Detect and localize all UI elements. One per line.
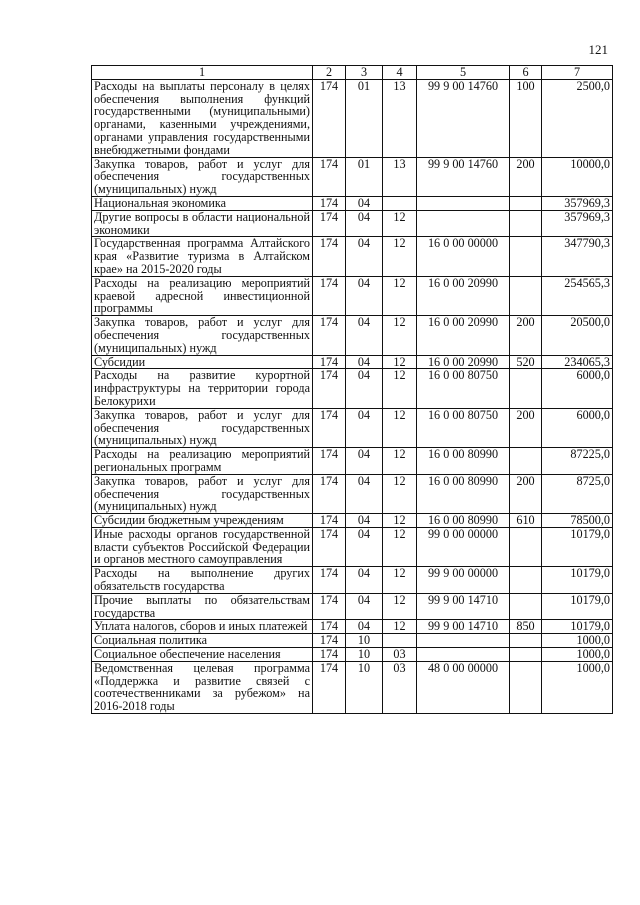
ministry-code-cell: 174: [313, 661, 346, 713]
section-code-cell: 04: [346, 514, 383, 528]
amount-cell: 357969,3: [542, 196, 613, 210]
target-item-code-cell: 16 0 00 80990: [417, 448, 510, 475]
row-name-cell: Субсидии бюджетным учреждениям: [92, 514, 313, 528]
subsection-code-cell: 13: [383, 157, 417, 196]
target-item-code-cell: 16 0 00 20990: [417, 276, 510, 315]
amount-cell: 357969,3: [542, 210, 613, 237]
amount-cell: 1000,0: [542, 661, 613, 713]
section-code-cell: 04: [346, 210, 383, 237]
row-name-cell: Социальное обеспечение населения: [92, 648, 313, 662]
amount-cell: 6000,0: [542, 369, 613, 408]
table-row: [92, 527, 613, 566]
table-row: [92, 448, 613, 475]
subsection-code-cell: 12: [383, 527, 417, 566]
expense-type-code-cell: [510, 369, 542, 408]
target-item-code-cell: 99 9 00 14710: [417, 593, 510, 620]
expense-type-code-cell: [510, 567, 542, 594]
column-header: 2: [313, 66, 346, 80]
ministry-code-cell: 174: [313, 196, 346, 210]
ministry-code-cell: 174: [313, 527, 346, 566]
section-code-cell: 04: [346, 474, 383, 513]
amount-cell: 10179,0: [542, 593, 613, 620]
ministry-code-cell: 174: [313, 567, 346, 594]
target-item-code-cell: 99 0 00 00000: [417, 527, 510, 566]
target-item-code-cell: 16 0 00 80750: [417, 408, 510, 447]
table-row: [92, 474, 613, 513]
expense-type-code-cell: 520: [510, 355, 542, 369]
budget-table: [91, 65, 613, 714]
subsection-code-cell: 13: [383, 79, 417, 157]
section-code-cell: 04: [346, 527, 383, 566]
row-name-cell: Уплата налогов, сборов и иных платежей: [92, 620, 313, 634]
section-code-cell: 01: [346, 157, 383, 196]
table-row: [92, 369, 613, 408]
ministry-code-cell: 174: [313, 237, 346, 276]
table-row: [92, 620, 613, 634]
column-header: 1: [92, 66, 313, 80]
subsection-code-cell: 03: [383, 648, 417, 662]
amount-cell: 234065,3: [542, 355, 613, 369]
section-code-cell: 04: [346, 276, 383, 315]
row-name-cell: Иные расходы органов государственной власти субъектов Российской Федерации и органов местного самоуправления: [92, 527, 313, 566]
target-item-code-cell: [417, 648, 510, 662]
subsection-code-cell: 12: [383, 514, 417, 528]
row-name-cell: Прочие выплаты по обязательствам государства: [92, 593, 313, 620]
target-item-code-cell: 16 0 00 00000: [417, 237, 510, 276]
expense-type-code-cell: [510, 661, 542, 713]
section-code-cell: 10: [346, 648, 383, 662]
target-item-code-cell: 99 9 00 14760: [417, 79, 510, 157]
ministry-code-cell: 174: [313, 408, 346, 447]
row-name-cell: Другие вопросы в области национальной экономики: [92, 210, 313, 237]
expense-type-code-cell: [510, 527, 542, 566]
section-code-cell: 04: [346, 369, 383, 408]
subsection-code-cell: 12: [383, 448, 417, 475]
section-code-cell: 10: [346, 661, 383, 713]
amount-cell: 1000,0: [542, 648, 613, 662]
subsection-code-cell: 12: [383, 237, 417, 276]
page-number: 121: [588, 42, 608, 57]
expense-type-code-cell: 850: [510, 620, 542, 634]
ministry-code-cell: 174: [313, 620, 346, 634]
row-name-cell: Субсидии: [92, 355, 313, 369]
target-item-code-cell: 48 0 00 00000: [417, 661, 510, 713]
amount-cell: 20500,0: [542, 316, 613, 355]
expense-type-code-cell: 200: [510, 408, 542, 447]
table-row: [92, 316, 613, 355]
expense-type-code-cell: [510, 593, 542, 620]
target-item-code-cell: [417, 634, 510, 648]
table-row: [92, 567, 613, 594]
target-item-code-cell: 16 0 00 80990: [417, 514, 510, 528]
table-row: [92, 79, 613, 157]
ministry-code-cell: 174: [313, 514, 346, 528]
table-row: [92, 408, 613, 447]
ministry-code-cell: 174: [313, 79, 346, 157]
table-row: [92, 648, 613, 662]
row-name-cell: Закупка товаров, работ и услуг для обеспечения государственных (муниципальных) нужд: [92, 408, 313, 447]
ministry-code-cell: 174: [313, 474, 346, 513]
amount-cell: 254565,3: [542, 276, 613, 315]
ministry-code-cell: 174: [313, 355, 346, 369]
amount-cell: 2500,0: [542, 79, 613, 157]
target-item-code-cell: [417, 210, 510, 237]
amount-cell: 8725,0: [542, 474, 613, 513]
ministry-code-cell: 174: [313, 648, 346, 662]
row-name-cell: Государственная программа Алтайского края «Развитие туризма в Алтайском крае» на 2015-2020 годы: [92, 237, 313, 276]
table-row: [92, 661, 613, 713]
column-header: 6: [510, 66, 542, 80]
amount-cell: 1000,0: [542, 634, 613, 648]
subsection-code-cell: 12: [383, 210, 417, 237]
table-row: [92, 514, 613, 528]
target-item-code-cell: 99 9 00 14760: [417, 157, 510, 196]
expense-type-code-cell: 200: [510, 316, 542, 355]
section-code-cell: 04: [346, 355, 383, 369]
row-name-cell: Расходы на развитие курортной инфраструктуры на территории города Белокурихи: [92, 369, 313, 408]
row-name-cell: Расходы на выплаты персоналу в целях обеспечения выполнения функций государственными (муниципальными) органами, казенными учреждениями, органами управления государственными внебюджетными фондами: [92, 79, 313, 157]
row-name-cell: Расходы на выполнение других обязательств государства: [92, 567, 313, 594]
subsection-code-cell: 12: [383, 276, 417, 315]
section-code-cell: 04: [346, 448, 383, 475]
amount-cell: 10179,0: [542, 567, 613, 594]
expense-type-code-cell: 610: [510, 514, 542, 528]
amount-cell: 10000,0: [542, 157, 613, 196]
amount-cell: 87225,0: [542, 448, 613, 475]
expense-type-code-cell: [510, 648, 542, 662]
section-code-cell: 04: [346, 196, 383, 210]
subsection-code-cell: 12: [383, 567, 417, 594]
column-header: 5: [417, 66, 510, 80]
subsection-code-cell: 12: [383, 620, 417, 634]
table-row: [92, 196, 613, 210]
expense-type-code-cell: 200: [510, 157, 542, 196]
subsection-code-cell: 12: [383, 474, 417, 513]
expense-type-code-cell: [510, 448, 542, 475]
subsection-code-cell: [383, 196, 417, 210]
row-name-cell: Расходы на реализацию мероприятий краевой адресной инвестиционной программы: [92, 276, 313, 315]
subsection-code-cell: 03: [383, 661, 417, 713]
subsection-code-cell: 12: [383, 593, 417, 620]
ministry-code-cell: 174: [313, 634, 346, 648]
table-body: [92, 79, 613, 713]
subsection-code-cell: 12: [383, 408, 417, 447]
row-name-cell: Расходы на реализацию мероприятий региональных программ: [92, 448, 313, 475]
section-code-cell: 04: [346, 567, 383, 594]
amount-cell: 10179,0: [542, 527, 613, 566]
subsection-code-cell: 12: [383, 316, 417, 355]
subsection-code-cell: [383, 634, 417, 648]
column-header: 4: [383, 66, 417, 80]
subsection-code-cell: 12: [383, 369, 417, 408]
target-item-code-cell: 16 0 00 80990: [417, 474, 510, 513]
target-item-code-cell: 16 0 00 80750: [417, 369, 510, 408]
row-name-cell: Закупка товаров, работ и услуг для обеспечения государственных (муниципальных) нужд: [92, 316, 313, 355]
section-code-cell: 04: [346, 316, 383, 355]
expense-type-code-cell: [510, 210, 542, 237]
amount-cell: 10179,0: [542, 620, 613, 634]
row-name-cell: Национальная экономика: [92, 196, 313, 210]
target-item-code-cell: 16 0 00 20990: [417, 316, 510, 355]
column-header: 3: [346, 66, 383, 80]
section-code-cell: 04: [346, 620, 383, 634]
subsection-code-cell: 12: [383, 355, 417, 369]
table-row: [92, 593, 613, 620]
table-row: [92, 157, 613, 196]
column-header: 7: [542, 66, 613, 80]
target-item-code-cell: 99 9 00 00000: [417, 567, 510, 594]
table-row: [92, 276, 613, 315]
target-item-code-cell: 99 9 00 14710: [417, 620, 510, 634]
amount-cell: 347790,3: [542, 237, 613, 276]
amount-cell: 6000,0: [542, 408, 613, 447]
table-row: [92, 634, 613, 648]
ministry-code-cell: 174: [313, 210, 346, 237]
ministry-code-cell: 174: [313, 276, 346, 315]
ministry-code-cell: 174: [313, 448, 346, 475]
section-code-cell: 04: [346, 593, 383, 620]
row-name-cell: Социальная политика: [92, 634, 313, 648]
table-row: [92, 210, 613, 237]
section-code-cell: 04: [346, 408, 383, 447]
header-row: [92, 66, 613, 80]
expense-type-code-cell: [510, 237, 542, 276]
ministry-code-cell: 174: [313, 157, 346, 196]
ministry-code-cell: 174: [313, 316, 346, 355]
target-item-code-cell: [417, 196, 510, 210]
expense-type-code-cell: 200: [510, 474, 542, 513]
ministry-code-cell: 174: [313, 369, 346, 408]
table-row: [92, 237, 613, 276]
row-name-cell: Закупка товаров, работ и услуг для обеспечения государственных (муниципальных) нужд: [92, 157, 313, 196]
expense-type-code-cell: [510, 634, 542, 648]
section-code-cell: 10: [346, 634, 383, 648]
expense-type-code-cell: 100: [510, 79, 542, 157]
expense-type-code-cell: [510, 276, 542, 315]
row-name-cell: Закупка товаров, работ и услуг для обеспечения государственных (муниципальных) нужд: [92, 474, 313, 513]
amount-cell: 78500,0: [542, 514, 613, 528]
section-code-cell: 01: [346, 79, 383, 157]
expense-type-code-cell: [510, 196, 542, 210]
section-code-cell: 04: [346, 237, 383, 276]
target-item-code-cell: 16 0 00 20990: [417, 355, 510, 369]
row-name-cell: Ведомственная целевая программа «Поддержка и развитие связей с соотечественниками за рубежом» на 2016-2018 годы: [92, 661, 313, 713]
table-row: [92, 355, 613, 369]
ministry-code-cell: 174: [313, 593, 346, 620]
